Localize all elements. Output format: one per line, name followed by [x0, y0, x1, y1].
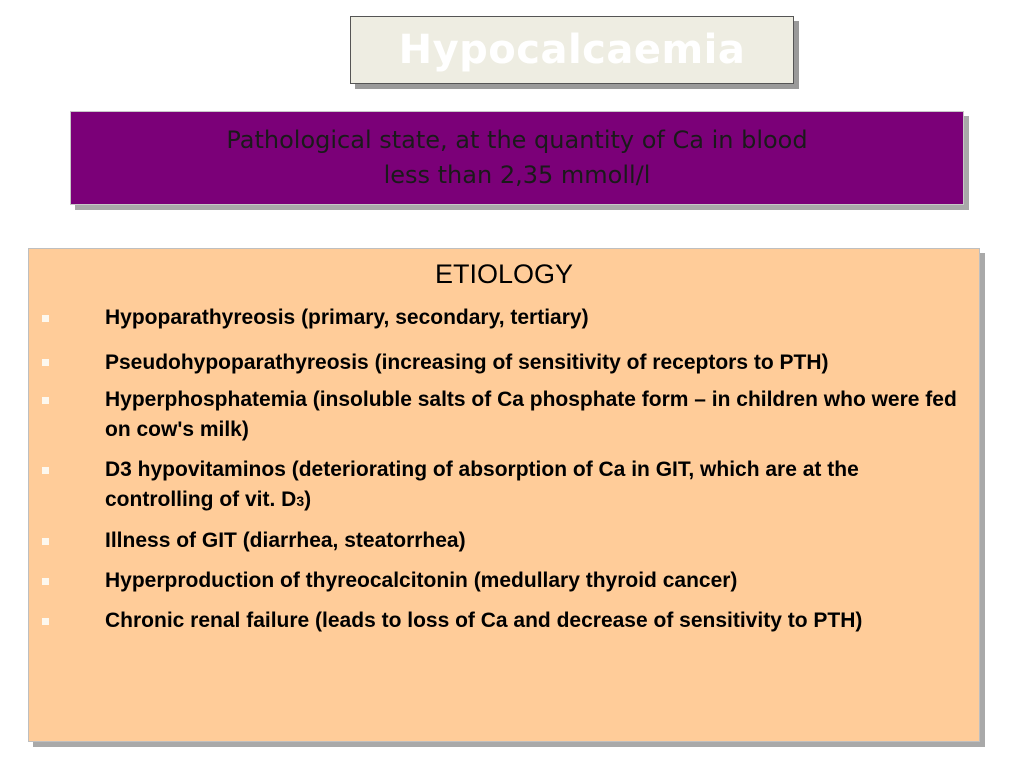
list-item [29, 385, 979, 445]
square-bullet-icon [42, 467, 49, 474]
list-item-text: Hyperphosphatemia (insoluble salts of Ca phosphate form – in children who were fed on cow's milk) [105, 388, 957, 441]
square-bullet-icon [42, 538, 49, 545]
list-item [29, 566, 979, 596]
list-item-text: Hyperproduction of thyreocalcitonin (medullary thyroid cancer) [105, 569, 738, 592]
list-item [29, 455, 979, 516]
etiology-heading: ETIOLOGY [434, 259, 574, 289]
list-item [29, 526, 979, 556]
square-bullet-icon [42, 618, 49, 625]
square-bullet-icon [42, 578, 49, 585]
list-item-text: D3 hypovitaminos (deteriorating of absorption of Ca in GIT, which are at the controlling of vit. D [105, 458, 859, 511]
subscript-text: 3 [296, 493, 305, 509]
list-item-text: Chronic renal failure (leads to loss of Ca and decrease of sensitivity to PTH) [105, 609, 863, 632]
etiology-box [28, 248, 980, 742]
square-bullet-icon [42, 397, 49, 404]
definition-line-2: less than 2,35 mmoll/l [383, 161, 651, 189]
list-item [29, 606, 979, 636]
list-item-text: Hypoparathyreosis (primary, secondary, tertiary) [105, 306, 589, 329]
etiology-list [29, 303, 979, 646]
square-bullet-icon [42, 315, 49, 322]
slide-title: Hypocalcaemia [398, 27, 746, 73]
list-item [29, 303, 979, 333]
list-item-text: Illness of GIT (diarrhea, steatorrhea) [105, 529, 466, 552]
title-box [350, 16, 794, 84]
definition-box [70, 111, 964, 205]
list-item-text: Pseudohypoparathyreosis (increasing of sensitivity of receptors to PTH) [105, 351, 829, 374]
definition-line-1: Pathological state, at the quantity of Ca in blood [226, 126, 808, 154]
list-item [29, 343, 979, 383]
list-item-tail: ) [304, 488, 312, 511]
square-bullet-icon [42, 359, 49, 366]
